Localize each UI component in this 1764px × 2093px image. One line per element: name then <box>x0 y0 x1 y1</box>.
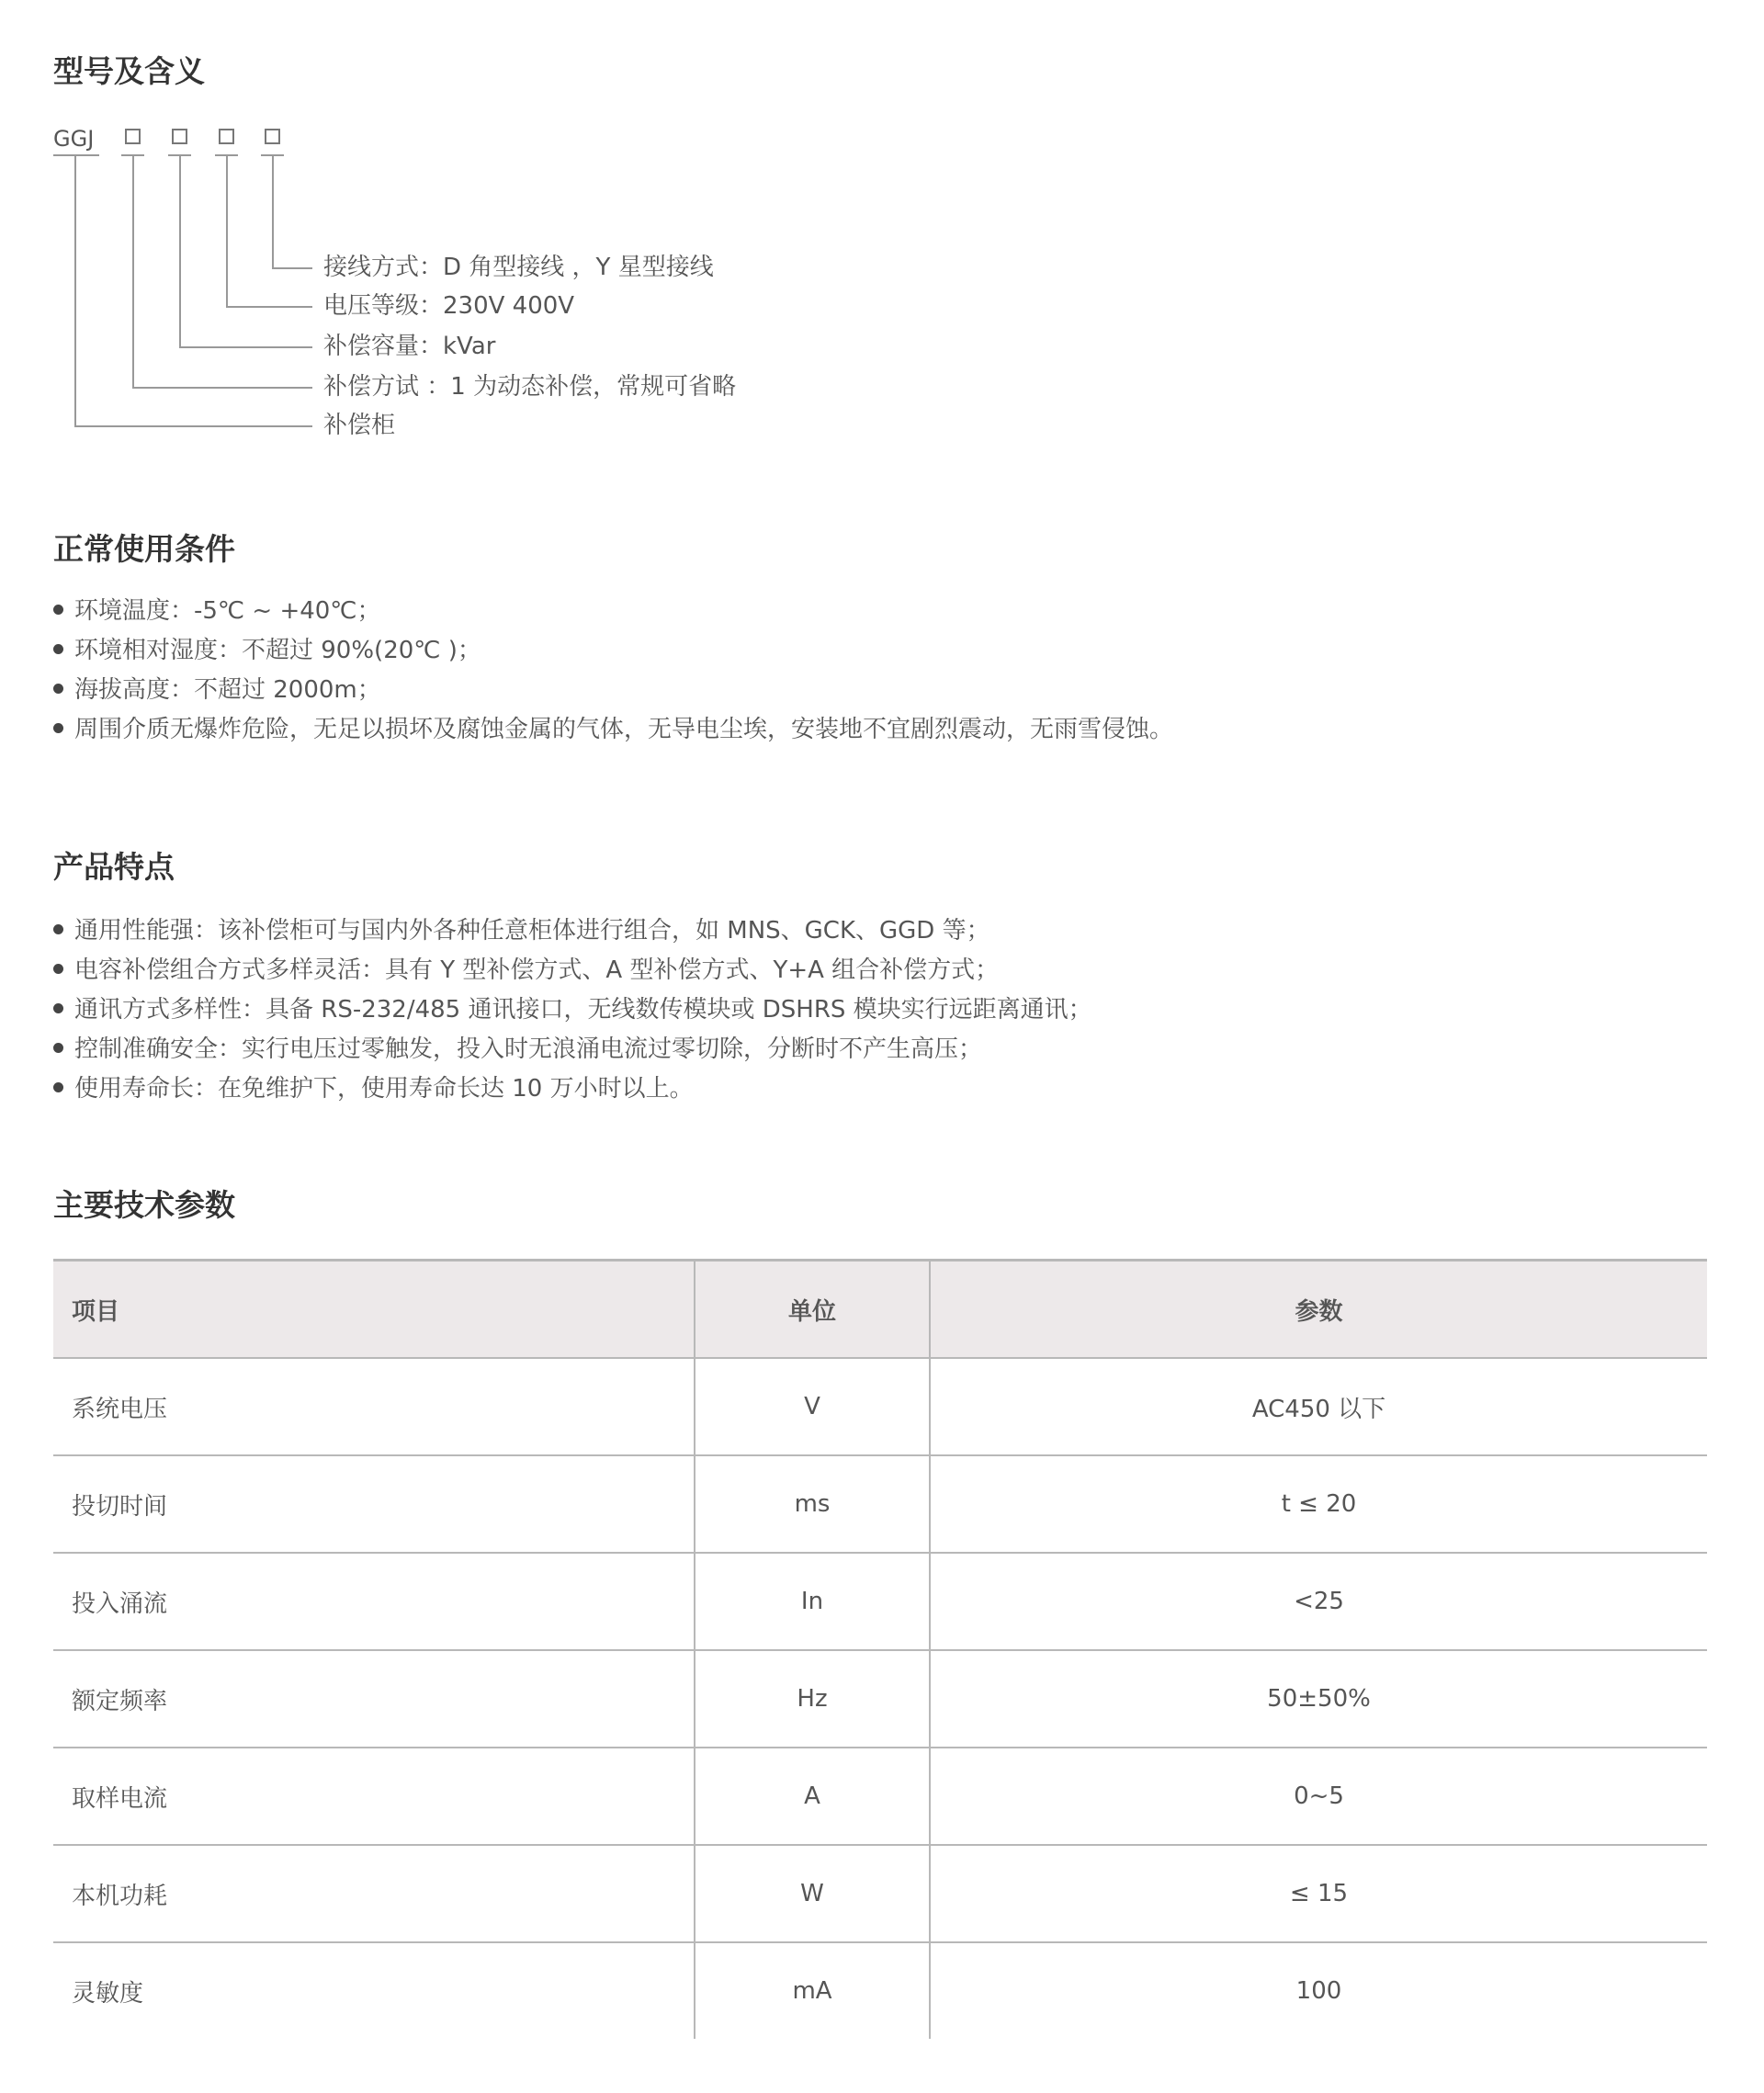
header-param: 参数 <box>930 1261 1707 1359</box>
cell-unit: A <box>695 1748 930 1845</box>
list-item: 电容补偿组合方式多样灵活：具有 Y 型补偿方式、A 型补偿方式、Y+A 组合补偿方式； <box>53 951 1092 990</box>
cell-param: <25 <box>930 1553 1707 1650</box>
connector-voltage-h <box>226 306 312 308</box>
table-row <box>53 1553 1707 1650</box>
legend-voltage: 电压等级：230V 400V <box>323 292 575 320</box>
cell-item: 投入涌流 <box>53 1553 695 1650</box>
model-code-underline <box>53 154 99 156</box>
connector-capacity-h <box>179 346 312 348</box>
list-item: 环境温度：-5℃ ~ +40℃； <box>53 592 1173 631</box>
cell-param: 100 <box>930 1942 1707 2039</box>
legend-cabinet: 补偿柜 <box>323 412 396 439</box>
list-item: 使用寿命长：在免维护下，使用寿命长达 10 万小时以上。 <box>53 1069 1092 1109</box>
code-box-3 <box>219 129 234 144</box>
table-header-row <box>53 1261 1707 1359</box>
cell-unit: mA <box>695 1942 930 2039</box>
legend-capacity: 补偿容量：kVar <box>323 333 496 360</box>
cell-param: t ≤ 20 <box>930 1455 1707 1553</box>
table-row <box>53 1942 1707 2039</box>
header-unit: 单位 <box>695 1261 930 1359</box>
connector-wiring-h <box>272 267 312 269</box>
cell-item: 系统电压 <box>53 1358 695 1455</box>
legend-method: 补偿方试 ：1 为动态补偿，常规可省略 <box>323 373 737 401</box>
cell-param: ≤ 15 <box>930 1845 1707 1942</box>
code-box-1 <box>125 129 141 144</box>
list-item: 通讯方式多样性：具备 RS-232/485 通讯接口，无线数传模块或 DSHRS 模块实行远距离通讯； <box>53 990 1092 1030</box>
cell-item: 取样电流 <box>53 1748 695 1845</box>
cell-item: 本机功耗 <box>53 1845 695 1942</box>
cell-item: 灵敏度 <box>72 1979 144 2008</box>
table-row <box>53 1455 1707 1553</box>
cell-param: 0~5 <box>930 1748 1707 1845</box>
cell-unit: W <box>695 1845 930 1942</box>
table-row <box>53 1845 1707 1942</box>
legend-wiring: 接线方式：D 角型接线 ，Y 星型接线 <box>323 254 714 281</box>
cell-item: 额定频率 <box>53 1650 695 1748</box>
list-item: 控制准确安全：实行电压过零触发，投入时无浪涌电流过零切除，分断时不产生高压； <box>53 1030 1092 1069</box>
cell-unit: V <box>695 1358 930 1455</box>
connector-cabinet-h <box>74 425 312 427</box>
cell-unit: In <box>695 1553 930 1650</box>
cell-unit: Hz <box>695 1650 930 1748</box>
section-title-model: 型号及含义 <box>53 53 205 89</box>
connector-cabinet <box>74 154 76 426</box>
list-item: 海拔高度：不超过 2000m； <box>53 671 1173 710</box>
header-item: 项目 <box>53 1261 695 1359</box>
section-title-params: 主要技术参数 <box>53 1187 235 1223</box>
model-code: GGJ <box>53 126 95 152</box>
connector-method <box>132 154 134 388</box>
cell-unit: ms <box>695 1455 930 1553</box>
connector-capacity <box>179 154 181 347</box>
params-table <box>53 1259 1707 2039</box>
table-row <box>53 1748 1707 1845</box>
connector-method-h <box>132 387 312 389</box>
section-title-conditions: 正常使用条件 <box>53 531 235 567</box>
connector-wiring <box>272 154 274 268</box>
table-row <box>53 1358 1707 1455</box>
connector-voltage <box>226 154 228 307</box>
list-item: 环境相对湿度：不超过 90%(20℃ )； <box>53 631 1173 671</box>
code-box-2 <box>172 129 187 144</box>
cell-item: 投切时间 <box>53 1455 695 1553</box>
cell-param: 50±50% <box>930 1650 1707 1748</box>
features-list <box>53 911 1092 1109</box>
table-row <box>53 1650 1707 1748</box>
conditions-list <box>53 592 1173 750</box>
list-item: 通用性能强：该补偿柜可与国内外各种任意柜体进行组合，如 MNS、GCK、GGD 等； <box>53 911 1092 951</box>
code-box-4 <box>265 129 280 144</box>
list-item: 周围介质无爆炸危险，无足以损坏及腐蚀金属的气体，无导电尘埃，安装地不宜剧烈震动，无雨雪侵蚀。 <box>53 710 1173 750</box>
section-title-features: 产品特点 <box>53 849 175 885</box>
cell-param: AC450 以下 <box>930 1358 1707 1455</box>
